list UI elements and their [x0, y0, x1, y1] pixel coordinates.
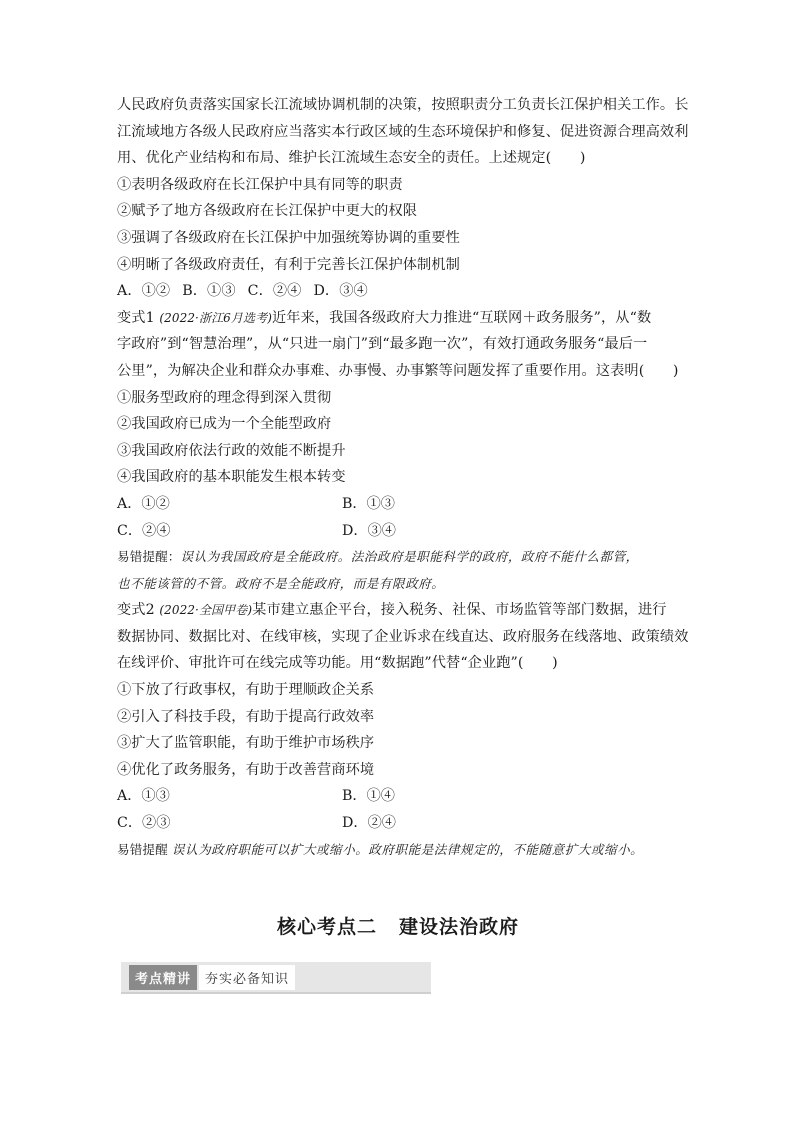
v1-stem-line: 字政府”到“智慧治理”，从“只进一扇门”到“最多跑一次”，有效打通政务服务“最后一 [117, 336, 648, 353]
v2-source: (2022·全国甲卷) [159, 603, 253, 618]
q1-option-a: A．①② [117, 283, 171, 300]
v1-tip-cont [117, 571, 679, 598]
variant-1 [117, 305, 679, 598]
v2-stem-line: 数据协同、数据比对、在线审核，实现了企业诉求在线直达、政府服务在线落地、政策绩效 [117, 628, 689, 645]
q1-options [117, 278, 679, 305]
v2-item: ③扩大了监管职能，有助于维护市场秩序 [117, 735, 375, 752]
v2-tip-text: 误认为政府职能可以扩大或缩小。政府职能是法律规定的，不能随意扩大或缩小。 [171, 841, 644, 857]
v1-tip-text: 也不能该管的不管。政府不是全能政府，而是有限政府。 [117, 575, 445, 591]
section-title [117, 912, 679, 939]
v2-label: 变式2 [117, 602, 155, 619]
v1-item: ②我国政府已成为一个全能型政府 [117, 416, 332, 433]
q1-item: ①表明各级政府在长江保护中具有同等的职责 [117, 176, 403, 193]
v1-stem-line: 公里”，为解决企业和群众办事难、办事慢、办事繁等问题发挥了重要作用。这表明( ) [117, 362, 679, 379]
v2-stem-line: 在线评价、审批许可在线完成等功能。用“数据跑”代替“企业跑”( ) [117, 655, 558, 672]
v2-stem-first [117, 597, 679, 624]
v2-stem-text: 某市建立惠企平台，接入税务、社保、市场监管等部门数据，进行 [252, 602, 667, 619]
section-title-number: 核心考点二 [276, 916, 377, 938]
v2-tip-label: 易错提醒 [117, 841, 168, 857]
v2-option-d: D．②④ [342, 815, 396, 832]
v2-option-a: A．①③ [117, 788, 170, 805]
v2-item: ④优化了政务服务，有助于改善营商环境 [117, 761, 375, 778]
q1-item: ③强调了各级政府在长江保护中加强统筹协调的重要性 [117, 229, 460, 246]
v2-item: ①下放了行政事权，有助于理顺政企关系 [117, 682, 375, 699]
question-1 [117, 92, 689, 305]
v1-option-b: B．①③ [342, 495, 395, 512]
banner-text: 夯实必备知识 [199, 965, 295, 990]
v1-stem-text: 近年来，我国各级政府大力推进“互联网＋政务服务”，从“数 [271, 309, 652, 326]
v1-stem-first [117, 305, 679, 332]
q1-stem-line: 人民政府负责落实国家长江流域协调机制的决策，按照职责分工负责长江保护相关工作。长 [117, 97, 689, 113]
section-title-text: 建设法治政府 [399, 916, 520, 938]
document-page [117, 92, 689, 987]
q1-item: ④明晰了各级政府责任，有利于完善长江保护体制机制 [117, 256, 460, 273]
variant-2 [117, 597, 689, 863]
section-banner [121, 962, 431, 994]
q1-option-d: D．③④ [313, 283, 368, 300]
v1-item: ①服务型政府的理念得到深入贯彻 [117, 389, 332, 406]
v2-options-row [117, 810, 679, 837]
q1-stem-line: 用、优化产业结构和布局、维护长江流域生态安全的责任。上述规定( ) [117, 150, 586, 167]
v2-tip [117, 837, 679, 864]
v1-tip-label: 易错提醒： [117, 549, 181, 565]
v2-options-row [117, 783, 679, 810]
v1-option-d: D．③④ [342, 522, 396, 539]
v1-item: ④我国政府的基本职能发生根本转变 [117, 469, 346, 486]
v1-tip [117, 544, 679, 571]
q1-option-c: C．②④ [247, 283, 302, 300]
q1-option-b: B．①③ [182, 283, 236, 300]
v1-source: (2022·浙江6月选考) [159, 310, 272, 325]
q1-item: ②赋予了地方各级政府在长江保护中更大的权限 [117, 203, 418, 220]
v1-options-row [117, 518, 679, 545]
v2-option-b: B．①④ [342, 788, 395, 805]
v1-option-c: C．②④ [117, 522, 171, 539]
q1-stem-line: 江流域地方各级人民政府应当落实本行政区域的生态环境保护和修复、促进资源合理高效利 [117, 123, 689, 140]
banner-tag: 考点精讲 [129, 965, 197, 990]
v1-tip-text: 误认为我国政府是全能政府。法治政府是职能科学的政府，政府不能什么都管， [180, 549, 639, 565]
v1-options-row [117, 491, 679, 518]
v1-item: ③我国政府依法行政的效能不断提升 [117, 442, 346, 459]
v1-label: 变式1 [117, 309, 155, 326]
v2-option-c: C．②③ [117, 815, 171, 832]
v1-option-a: A．①② [117, 495, 170, 512]
v2-item: ②引入了科技手段，有助于提高行政效率 [117, 708, 375, 725]
